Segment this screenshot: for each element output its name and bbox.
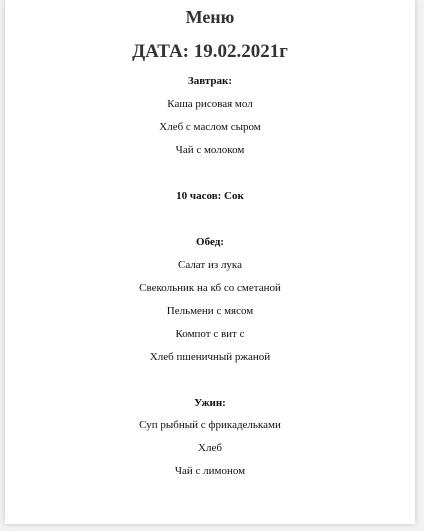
dinner-item: Хлеб bbox=[198, 442, 222, 454]
dinner-heading: Ужин: bbox=[194, 397, 226, 409]
lunch-item: Хлеб пшеничный ржаной bbox=[149, 351, 271, 363]
snack-line: 10 часов: Сок bbox=[176, 190, 244, 202]
lunch-heading: Обед: bbox=[196, 236, 224, 248]
dinner-item: Суп рыбный с фрикадельками bbox=[139, 419, 281, 431]
menu-title: Меню bbox=[185, 7, 235, 27]
lunch-item: Компот с вит с bbox=[175, 328, 245, 340]
breakfast-item: Каша рисовая мол bbox=[167, 98, 253, 110]
lunch-item: Свекольник на кб со сметаной bbox=[139, 282, 281, 294]
breakfast-item: Чай с молоком bbox=[175, 144, 245, 156]
breakfast-heading: Завтрак: bbox=[187, 75, 233, 87]
lunch-item: Салат из лука bbox=[178, 259, 242, 271]
menu-date: ДАТА: 19.02.2021г bbox=[132, 41, 288, 62]
dinner-item: Чай с лимоном bbox=[174, 465, 246, 477]
lunch-item: Пельмени с мясом bbox=[166, 305, 254, 317]
document-page bbox=[5, 0, 415, 524]
breakfast-item: Хлеб с маслом сыром bbox=[159, 121, 261, 133]
